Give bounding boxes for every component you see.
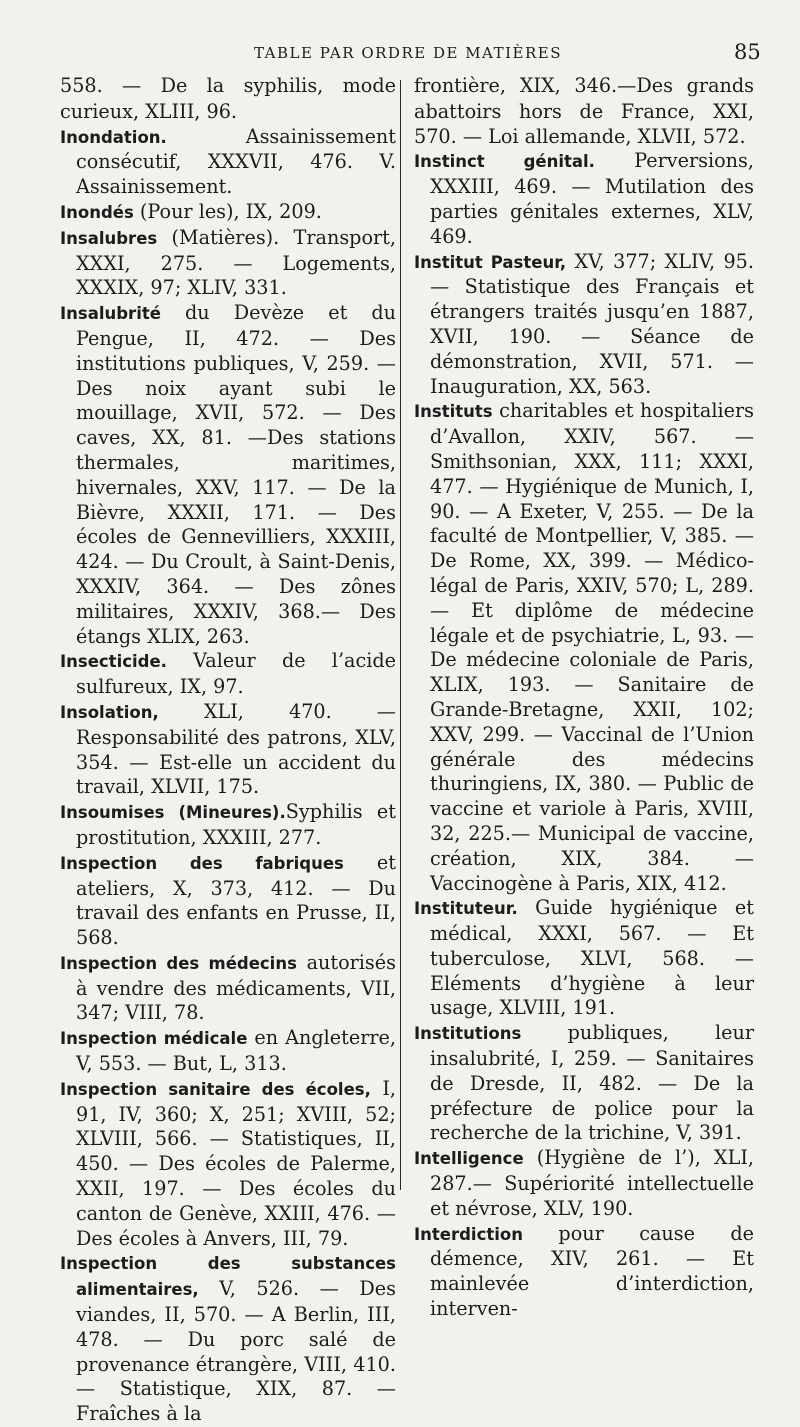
index-entry: Inspection des médecins autorisés à vendre des médicaments, VII, 347; VIII, 78. [60,950,396,1025]
index-entry: Insalubrité du Devèze et du Pengue, II, 472. — Des institutions publiques, V, 259. — Des noix ayant subi le mouillage, XVII, 572. — Des caves, XX, 81. —Des stations thermales, maritimes, hivernales, XXV, 117. — De la Bièvre, XXXII, 171. — Des écoles de Gennevilliers, XXXIII, 424. — Du Croult, à Saint-Denis, XXXIV, 364. — Des zônes militaires, XXXIV, 368.— Des étangs XLIX, 263. [60,301,396,648]
entry-term: Instituteur. [414,899,518,919]
entry-term: Inondés [60,202,134,222]
entry-term: Inspection des substances alimentaires, [60,1254,396,1300]
entry-term: Institutions [414,1024,522,1044]
entry-term: Instinct génital. [414,152,595,172]
right-column [414,74,754,1322]
index-entry: Inondés (Pour les), IX, 209. [60,199,322,223]
entry-term: Inondation. [60,127,167,147]
page-number: 85 [734,40,761,64]
running-title: TABLE PAR ORDRE DE MATIÈRES [254,44,562,62]
index-entry: Inspection des fabriques et ateliers, X, 373, 412. — Du travail des enfants en Prusse, II, 568. [60,850,396,950]
index-entry: frontière, XIX, 346.—Des grands abattoirs hors de France, XXI, 570. — Loi allemande, XLVII, 572. [414,74,754,148]
index-entry: Insoumises (Mineures).Syphilis et prostitution, XXXIII, 277. [60,800,396,849]
index-entry: Inspection médicale en Angleterre, V, 553. — But, L, 313. [60,1026,396,1076]
entry-term: Insolation, [60,702,159,722]
entry-term: Inspection des fabriques [60,853,344,873]
entry-term: Intelligence [414,1149,524,1169]
page-header [0,40,800,74]
entry-term: Insalubres [60,228,158,248]
entry-term: Institut Pasteur, [414,252,567,272]
index-entry: Institutions publiques, leur insalubrité, I, 259. — Sanitaires de Dresde, II, 482. — De la préfecture de police pour la recherche de la trichine, V, 391. [414,1021,754,1145]
entry-term: Insalubrité [60,304,161,324]
index-entry: Insolation, XLI, 470. — Responsabilité des patrons, XLV, 354. — Est-elle un accident du travail, XLVII, 175. [60,699,396,799]
index-entry: Interdiction pour cause de démence, XIV, 261. — Et mainlevée d’interdiction, interven- [414,1221,754,1321]
index-entry: 558. — De la syphilis, mode curieux, XLIII, 96. [60,74,396,123]
index-entry: Insalubres (Matières). Transport, XXXI, 275. — Logements, XXXIX, 97; XLIV, 331. [60,225,396,300]
index-entry: Intelligence (Hygiène de l’), XLI, 287.— Supériorité intellectuelle et névrose, XLV, 190. [414,1146,754,1220]
index-entry: Inondation. Assainissement consécutif, XXXVII, 476. V. Assainissement. [60,124,396,199]
index-entry: Insecticide. Valeur de l’acide sulfureux, IX, 97. [60,649,396,699]
entry-term: Insecticide. [60,652,167,672]
entry-term: Inspection sanitaire des écoles, [60,1079,371,1099]
entry-term: Inspection des médecins [60,953,297,973]
index-entry: Inspection sanitaire des écoles, I, 91, IV, 360; X, 251; XVIII, 52; XLVIII, 566. — Statistiques, II, 450. — Des écoles de Palerme, XXII, 197. — Des écoles du canton de Genève, XXIII, 476. — Des écoles à Anvers, III, 79. [60,1076,396,1250]
index-entry: Instinct génital. Perversions, XXXIII, 469. — Mutilation des parties génitales externes, XLV, 469. [414,149,754,248]
entry-term: Instituts [414,402,493,422]
index-entry: Instituts charitables et hospitaliers d’Avallon, XXIV, 567. — Smithsonian, XXX, 111; XXXI, 477. — Hygiénique de Munich, I, 90. — A Exeter, V, 255. — De la faculté de Montpellier, V, 385. — De Rome, XX, 399. — Médico-légal de Paris, XXIV, 570; L, 289. — Et diplôme de médecine légale et de psychiatrie, L, 93. — De médecine coloniale de Paris, XLIX, 193. — Sanitaire de Grande-Bretagne, XXII, 102; XXV, 299. — Vaccinal de l’Union générale des médecins thuringiens, IX, 380. — Public de vaccine et variole à Paris, XVIII, 32, 225.— Municipal de vaccine, création, XIX, 384. — Vaccinogène à Paris, XIX, 412. [414,399,754,895]
index-entry: Institut Pasteur, XV, 377; XLIV, 95. — Statistique des Français et étrangers traités jusqu’en 1887, XVII, 190. — Séance de démonstration, XVII, 571. — Inauguration, XX, 563. [414,249,754,398]
index-entry: Inspection des substances alimentaires, V, 526. — Des viandes, II, 570. — A Berlin, III, 478. — Du porc salé de provenance étrangère, VIII, 410. — Statistique, XIX, 87. — Fraîches à la [60,1254,396,1426]
entry-term: Inspection médicale [60,1029,248,1049]
entry-term: Insoumises (Mineures). [60,803,286,823]
left-column [60,74,396,1427]
column-divider [400,80,401,1190]
index-entry: Instituteur. Guide hygiénique et médical, XXXI, 567. — Et tuberculose, XLVI, 568. — Eléments d’hygiène à leur usage, XLVIII, 191. [414,896,754,1020]
entry-term: Interdiction [414,1224,523,1244]
